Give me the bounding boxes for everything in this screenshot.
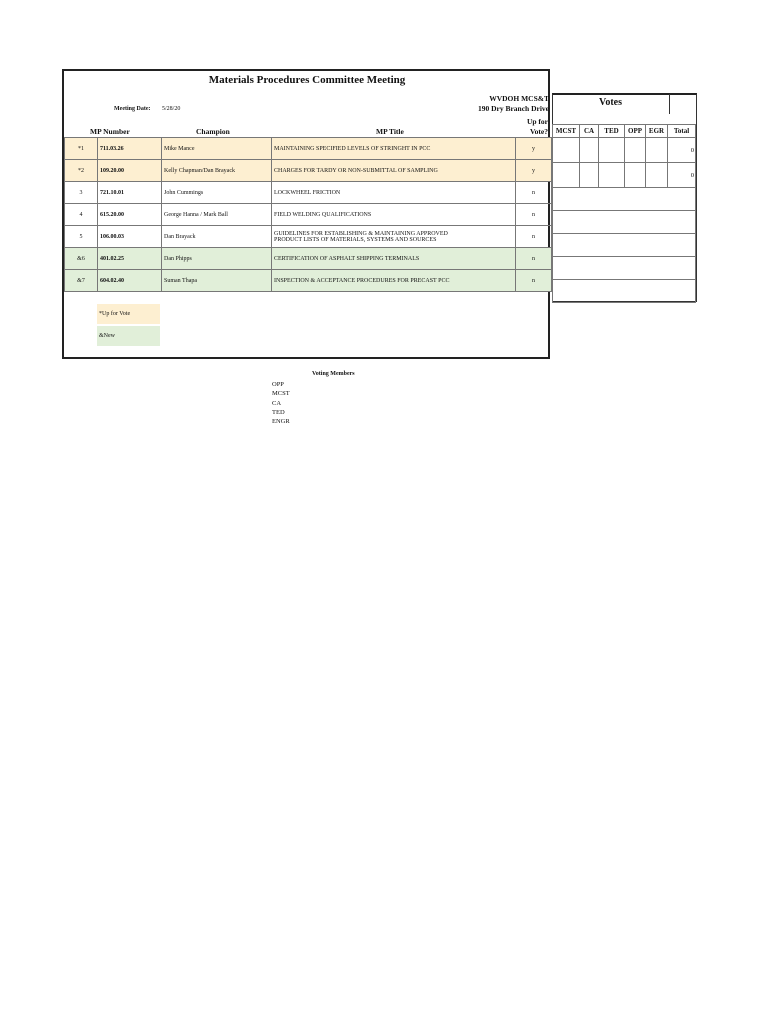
up-for-vote: y <box>516 138 552 160</box>
mp-number: 604.02.40 <box>98 270 162 292</box>
mp-title-line1: FIELD WELDING QUALIFICATIONS <box>274 211 372 218</box>
vote-cell <box>646 163 668 188</box>
table-row <box>65 160 552 182</box>
vote-total: 0 <box>668 163 696 188</box>
vote-cell-empty <box>553 257 696 280</box>
mp-title-line1: INSPECTION & ACCEPTANCE PROCEDURES FOR PRECAST PCC <box>274 277 450 284</box>
up-for-vote: y <box>516 160 552 182</box>
votes-title: Votes <box>599 97 622 108</box>
org-address: 190 Dry Branch Drive <box>477 104 549 113</box>
votes-row <box>553 163 696 188</box>
up-for-vote: n <box>516 248 552 270</box>
champion: George Hanna / Mark Ball <box>162 204 272 226</box>
votes-row <box>553 211 696 234</box>
mp-number: 721.10.01 <box>98 182 162 204</box>
votes-col-header: OPP <box>625 125 646 138</box>
mp-number: 615.20.00 <box>98 204 162 226</box>
table-row <box>65 182 552 204</box>
mp-title <box>272 248 516 270</box>
mp-title <box>272 270 516 292</box>
votes-header-cell <box>669 94 697 114</box>
legend-new: &New <box>97 326 160 346</box>
col-header-champion: Champion <box>196 127 230 136</box>
voting-member: OPP <box>272 381 284 388</box>
vote-cell <box>580 138 599 163</box>
row-number: 3 <box>65 182 98 204</box>
vote-cell-empty <box>553 188 696 211</box>
votes-col-header: MCST <box>553 125 580 138</box>
table-row <box>65 270 552 292</box>
legend-up-for-vote: *Up for Vote <box>97 304 160 324</box>
row-number: *2 <box>65 160 98 182</box>
table-row <box>65 248 552 270</box>
meeting-date: 5/28/20 <box>162 106 181 112</box>
mp-number: 106.00.03 <box>98 226 162 248</box>
table-row <box>65 204 552 226</box>
vote-total: 0 <box>668 138 696 163</box>
votes-header-row <box>553 125 696 138</box>
vote-cell <box>599 138 625 163</box>
procedures-table <box>64 137 552 292</box>
votes-col-header: TED <box>599 125 625 138</box>
mp-title <box>272 138 516 160</box>
col-header-up-for-vote-2: Vote? <box>529 127 548 136</box>
votes-row <box>553 138 696 163</box>
col-header-mp-number: MP Number <box>90 127 130 136</box>
mp-title <box>272 182 516 204</box>
up-for-vote: n <box>516 226 552 248</box>
voting-members-title: Voting Members <box>312 371 355 377</box>
mp-title <box>272 204 516 226</box>
votes-col-header: Total <box>668 125 696 138</box>
vote-cell <box>553 163 580 188</box>
row-number: 5 <box>65 226 98 248</box>
vote-cell <box>646 138 668 163</box>
voting-member: ENGR <box>272 418 290 426</box>
col-header-up-for-vote-1: Up for <box>526 117 548 126</box>
mp-number: 109.20.00 <box>98 160 162 182</box>
vote-cell-empty <box>553 280 696 303</box>
mp-title <box>272 226 516 248</box>
mp-title-line2: PRODUCT LISTS OF MATERIALS, SYSTEMS AND SOURCES <box>274 236 437 243</box>
vote-cell-empty <box>553 211 696 234</box>
vote-cell <box>625 163 646 188</box>
votes-table <box>552 124 696 303</box>
champion: John Cummings <box>162 182 272 204</box>
champion: Suman Thapa <box>162 270 272 292</box>
votes-col-header: CA <box>580 125 599 138</box>
mp-title-line1: CHARGES FOR TARDY OR NON-SUBMITTAL OF SAMPLING <box>274 167 438 174</box>
row-number: 4 <box>65 204 98 226</box>
voting-member: MCST <box>272 390 290 398</box>
table-row <box>65 138 552 160</box>
votes-row <box>553 188 696 211</box>
row-number: *1 <box>65 138 98 160</box>
vote-cell <box>625 138 646 163</box>
table-row <box>65 226 552 248</box>
row-number: &7 <box>65 270 98 292</box>
mp-title-line1: LOCKWHEEL FRICTION <box>274 189 341 196</box>
champion: Dan Phipps <box>162 248 272 270</box>
up-for-vote: n <box>516 270 552 292</box>
row-number: &6 <box>65 248 98 270</box>
up-for-vote: n <box>516 182 552 204</box>
vote-cell-empty <box>553 234 696 257</box>
meeting-date-label: Meeting Date: <box>114 106 151 112</box>
voting-member: CA <box>272 399 282 407</box>
mp-number: 711.03.26 <box>98 138 162 160</box>
org-name: WVDOH MCS&T <box>489 94 549 103</box>
voting-member: TED <box>272 408 285 416</box>
mp-title-line1: MAINTAINING SPECIFIED LEVELS OF STRINGHT IN PCC <box>274 145 431 152</box>
vote-cell <box>553 138 580 163</box>
mp-number: 401.02.25 <box>98 248 162 270</box>
champion: Dan Brayack <box>162 226 272 248</box>
votes-col-header: EGR <box>646 125 668 138</box>
voting-members-list <box>272 380 290 426</box>
col-header-mp-title: MP Title <box>376 127 404 136</box>
votes-row <box>553 280 696 303</box>
votes-row <box>553 257 696 280</box>
champion: Mike Mance <box>162 138 272 160</box>
mp-title-line1: GUIDELINES FOR ESTABLISHING & MAINTAINING APPROVED <box>274 230 448 237</box>
vote-cell <box>599 163 625 188</box>
up-for-vote: n <box>516 204 552 226</box>
page-title: Materials Procedures Committee Meeting <box>208 74 406 86</box>
mp-title <box>272 160 516 182</box>
mp-title-line1: CERTIFICATION OF ASPHALT SHIPPING TERMINALS <box>274 255 420 262</box>
votes-row <box>553 234 696 257</box>
vote-cell <box>580 163 599 188</box>
champion: Kelly Chapman/Dan Brayack <box>162 160 272 182</box>
